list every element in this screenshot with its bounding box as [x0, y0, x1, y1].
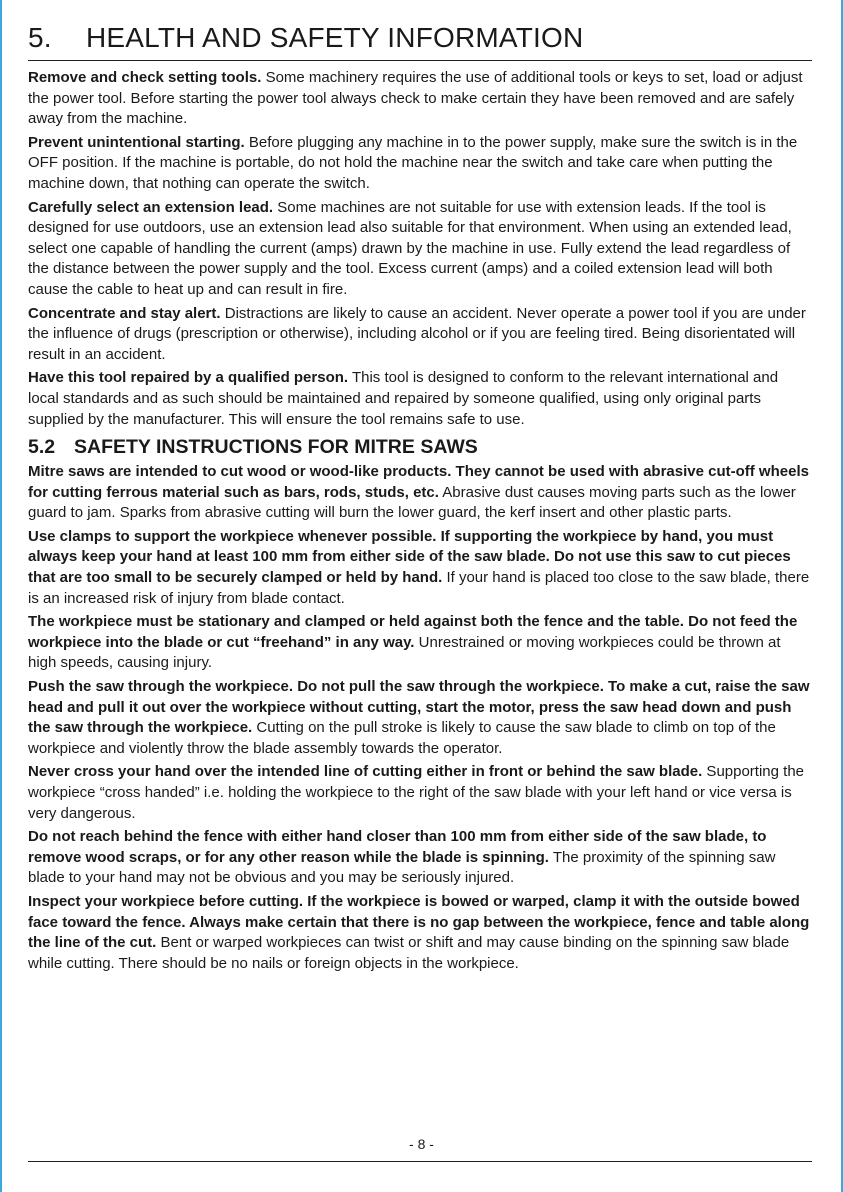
paragraph-body: If your hand is placed too close to the saw blade, there is an increased risk of injury from blade contact. [28, 569, 810, 607]
section-title: HEALTH AND SAFETY INFORMATION [86, 22, 584, 53]
paragraph [28, 304, 812, 366]
paragraph-body: This tool is designed to conform to the relevant international and local standards and as such should be maintained and repaired by someone qualified, using only original parts supplied by the manufacturer. This will ensure the tool remains safe to use. [28, 369, 779, 428]
paragraph [28, 68, 812, 130]
paragraph-lead: Prevent unintentional starting. [28, 133, 245, 151]
paragraph-body: Bent or warped workpieces can twist or shift and may cause binding on the spinning saw blade while cutting. There should be no nails or foreign objects in the workpiece. [28, 934, 790, 972]
paragraph [28, 198, 812, 301]
subsection-number: 5.2 [28, 436, 56, 459]
paragraph-body: Abrasive dust causes moving parts such as the lower guard to jam. Sparks from abrasive cutting will burn the lower guard, the kerf insert and other plastic parts. [28, 483, 796, 522]
paragraph-body: Some machines are not suitable for use with extension leads. If the tool is designed for use outdoors, use an extension lead also suitable for that environment. When using an extended lead, select one capable of handling the current (amps) drawn by the machine in use. Fully extend the lead regardless of the distance between the power supply and the tool. Excess current (amps) and a coiled extension lead will both cause the cable to heat up and can result in fire. [28, 198, 792, 298]
footer-divider [28, 1161, 812, 1162]
paragraph-lead: Carefully select an extension lead. [28, 198, 274, 216]
paragraph [28, 368, 812, 430]
general-safety-paragraphs [28, 68, 812, 430]
paragraph [28, 527, 812, 609]
paragraph-body: Some machinery requires the use of additional tools or keys to set, load or adjust the power tool. Before starting the power tool always check to make certain they have been removed and are safely away from the machine. [28, 69, 803, 128]
paragraph-body: Cutting on the pull stroke is likely to cause the saw blade to climb on top of the workpiece and violently throw the blade assembly towards the operator. [28, 719, 776, 757]
paragraph-lead: Never cross your hand over the intended line of cutting either in front or behind the saw blade. [28, 763, 703, 781]
paragraph-lead: The workpiece must be stationary and clamped or held against both the fence and the table. Do not feed the workpiece into the blade or cut “freehand” in any way. [28, 613, 798, 651]
paragraph-lead: Push the saw through the workpiece. Do not pull the saw through the workpiece. To make a cut, raise the saw head and pull it out over the workpiece without cutting, start the motor, press the saw head down and push the saw through the workpiece. [28, 678, 810, 737]
manual-page [28, 22, 812, 977]
page-edge-left [0, 0, 2, 1192]
paragraph [28, 827, 812, 889]
page-number: - 8 - [409, 1136, 434, 1152]
paragraph-lead: Use clamps to support the workpiece whenever possible. If supporting the workpiece by hand, you must always keep your hand at least 100 mm from either side of the saw blade. Do not use this saw to cut pieces that are too small to be securely clamped or held by hand. [28, 527, 791, 587]
paragraph-body: Distractions are likely to cause an accident. Never operate a power tool if you are under the influence of drugs (prescription or otherwise), including alcohol or if you are feeling tired. Being disorientated will result in an accident. [28, 304, 806, 363]
paragraph [28, 462, 812, 524]
subsection-heading [28, 436, 812, 459]
paragraph-body: The proximity of the spinning saw blade to your hand may not be obvious and you may be seriously injured. [28, 848, 776, 887]
paragraph-body: Unrestrained or moving workpieces could be thrown at high speeds, causing injury. [28, 633, 781, 672]
paragraph-lead: Remove and check setting tools. [28, 69, 262, 86]
paragraph-body: Before plugging any machine in to the power supply, make sure the switch is in the OFF position. If the machine is portable, do not hold the machine near the switch and take care when putting the machine down, that nothing can operate the switch. [28, 133, 798, 192]
paragraph-body: Supporting the workpiece “cross handed” i.e. holding the workpiece to the right of the saw blade with your left hand or vice versa is very dangerous. [28, 763, 805, 822]
paragraph-lead: Do not reach behind the fence with either hand closer than 100 mm from either side of the saw blade, to remove wood scraps, or for any other reason while the blade is spinning. [28, 828, 767, 866]
paragraph-lead: Inspect your workpiece before cutting. If the workpiece is bowed or warped, clamp it with the outside bowed face toward the fence. Always make certain that there is no gap between the workpiece, fence and table along the line of the cut. [28, 892, 810, 952]
paragraph [28, 762, 812, 824]
section-number: 5. [28, 22, 52, 53]
section-heading [28, 22, 812, 61]
paragraph [28, 677, 812, 759]
subsection-title: SAFETY INSTRUCTIONS FOR MITRE SAWS [74, 436, 478, 459]
paragraph [28, 892, 812, 974]
paragraph-lead: Mitre saws are intended to cut wood or wood-like products. They cannot be used with abrasive cut-off wheels for cutting ferrous material such as bars, rods, studs, etc. [28, 463, 809, 501]
mitre-saw-paragraphs [28, 462, 812, 974]
paragraph [28, 612, 812, 674]
paragraph-lead: Have this tool repaired by a qualified person. [28, 369, 349, 387]
paragraph-lead: Concentrate and stay alert. [28, 304, 221, 322]
paragraph [28, 133, 812, 195]
